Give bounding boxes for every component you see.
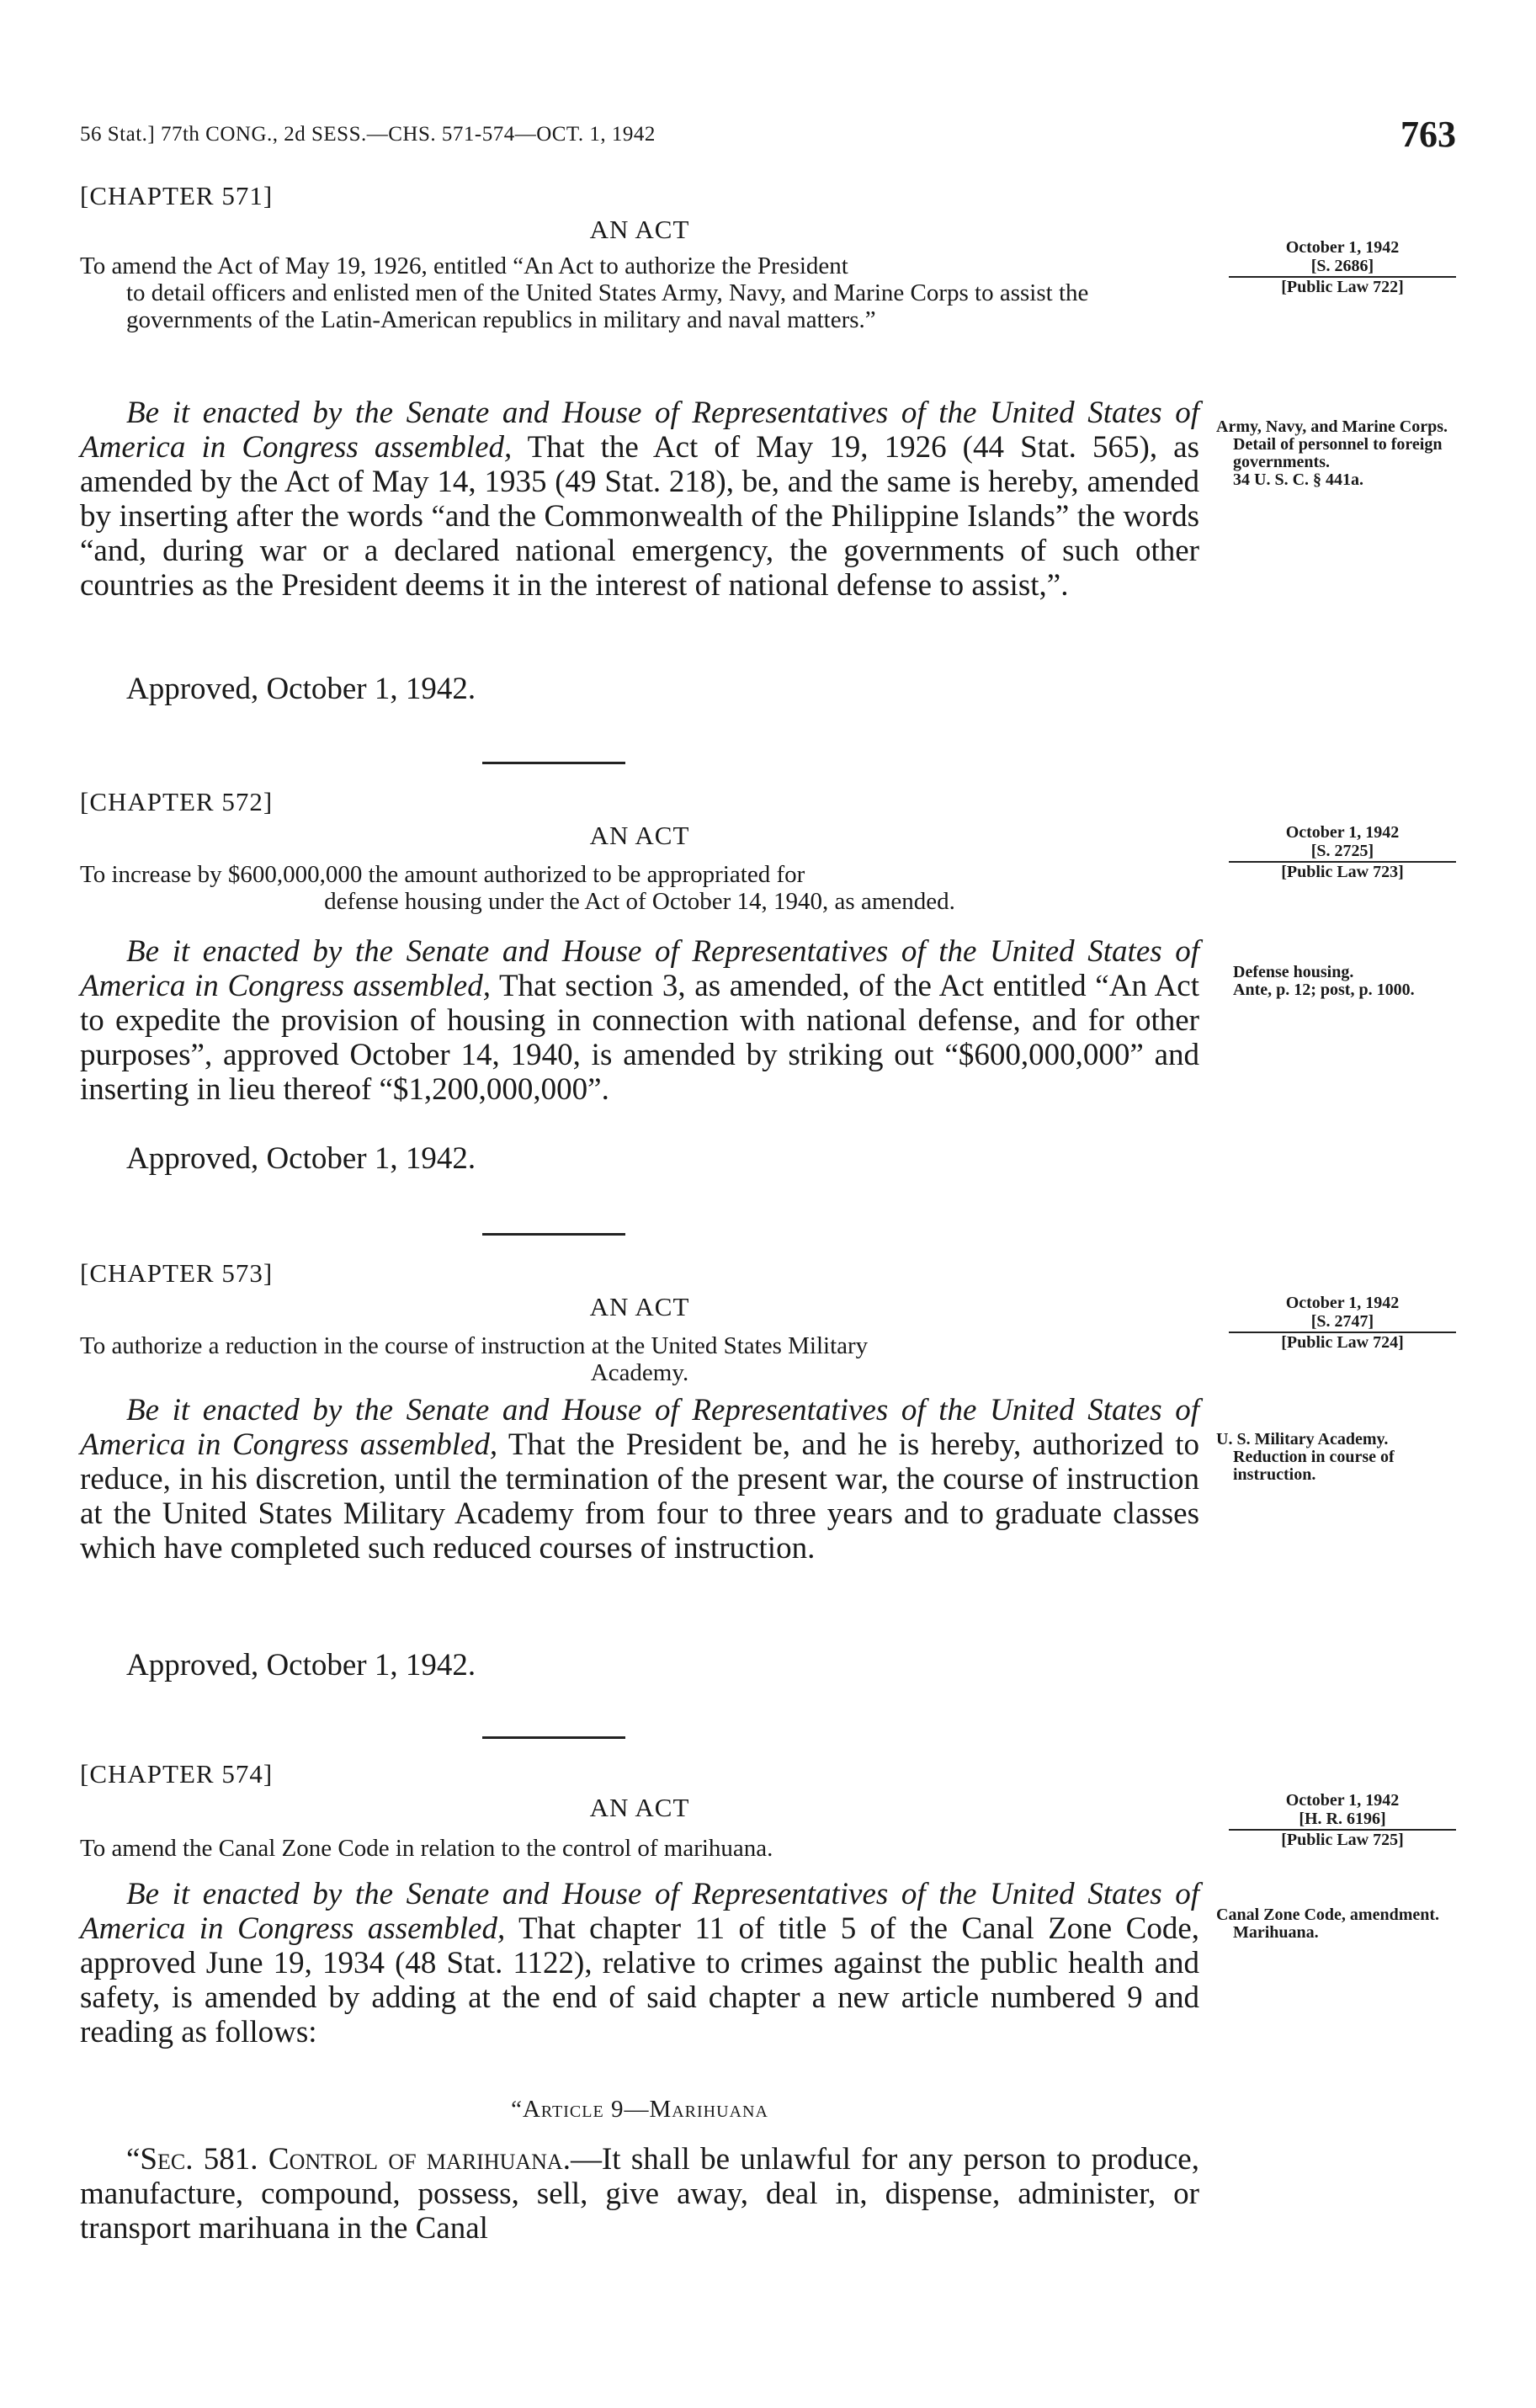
section-581: [80, 2142, 1199, 2246]
act-summary: [80, 1835, 1199, 1862]
margin-note: Defense housing.: [1233, 963, 1354, 981]
chapter-label: [CHAPTER 571]: [80, 181, 274, 210]
margin-note: Marihuana.: [1233, 1923, 1319, 1942]
margin-notes-571: [1216, 418, 1460, 489]
margin-metadata-573: [1229, 1294, 1456, 1352]
approval-line: Approved, October 1, 1942.: [126, 1141, 476, 1176]
public-law-number: [Public Law 724]: [1281, 1333, 1404, 1352]
article-heading: “Article 9—Marihuana: [511, 2096, 768, 2123]
summary-first-line: To amend the Act of May 19, 1926, entitled “An Act to authorize the President: [80, 252, 848, 279]
public-law-number: [Public Law 725]: [1281, 1831, 1404, 1849]
chapter-label: [CHAPTER 574]: [80, 1759, 274, 1789]
summary-continuation: defense housing under the Act of October 14, 1940, as amended.: [324, 888, 955, 915]
margin-note: Army, Navy, and Marine Corps.: [1216, 417, 1448, 436]
summary-first-line: To authorize a reduction in the course of instruction at the United States Military: [80, 1332, 869, 1359]
summary-first-line: To amend the Canal Zone Code in relation to the control of marihuana.: [80, 1835, 773, 1862]
public-law-number: [Public Law 723]: [1281, 863, 1404, 881]
bill-number: [H. R. 6196]: [1229, 1810, 1456, 1831]
public-law-number: [Public Law 722]: [1281, 278, 1404, 296]
act-text: That section 3, as amended, of the Act entitled “An Act to expedite the provision of housing in connection with national defense, and for other purposes”, approved October 14, 1940, is amended by striking out “$600,000,000” and inserting in lieu thereof “$1,200,000,000”.: [80, 969, 1199, 1107]
margin-note: Canal Zone Code, amendment.: [1216, 1906, 1440, 1924]
act-summary: [80, 1332, 1199, 1386]
margin-metadata-571: [1229, 238, 1456, 296]
act-text: That the Act of May 19, 1926 (44 Stat. 565), as amended by the Act of May 14, 1935 (49 Stat. 218), be, and the same is hereby, amended by inserting after the words “and the Commonwealth of the Philippine Islands” the words “and, during war or a declared national emergency, the governments of such other countries as the President deems it in the interest of national defense to assist,”.: [80, 430, 1199, 603]
margin-note: U. S. Military Academy.: [1216, 1430, 1389, 1449]
page-number: 763: [1400, 114, 1456, 155]
section-heading: “Sec. 581. Control of marihuana.: [126, 2142, 571, 2177]
bill-number: [S. 2686]: [1229, 257, 1456, 278]
approval-line: Approved, October 1, 1942.: [126, 672, 476, 706]
enacting-clause: Be it enacted by the Senate and House of Representatives of the United States of America in Congress assembled,: [80, 1393, 1199, 1462]
margin-metadata-574: [1229, 1791, 1456, 1849]
act-title: AN ACT: [589, 821, 690, 850]
enactment-date: October 1, 1942: [1285, 1791, 1400, 1810]
enacting-clause: Be it enacted by the Senate and House of Representatives of the United States of America in Congress assembled,: [80, 934, 1199, 1003]
chapter-label: [CHAPTER 572]: [80, 787, 274, 816]
enacting-clause: Be it enacted by the Senate and House of Representatives of the United States of America in Congress assembled,: [80, 1877, 1199, 1946]
act-title: AN ACT: [589, 1793, 690, 1822]
enactment-date: October 1, 1942: [1285, 238, 1400, 257]
act-summary: [80, 861, 1199, 915]
enacting-clause: Be it enacted by the Senate and House of Representatives of the United States of America in Congress assembled,: [80, 396, 1199, 465]
margin-notes-572: [1216, 964, 1460, 999]
summary-continuation: Academy.: [590, 1359, 689, 1386]
margin-note: 34 U. S. C. § 441a.: [1233, 470, 1364, 489]
margin-notes-573: [1216, 1431, 1460, 1484]
act-body: [80, 396, 1199, 603]
margin-note: Ante, p. 12; post, p. 1000.: [1233, 981, 1415, 999]
act-text: That chapter 11 of title 5 of the Canal Zone Code, approved June 19, 1934 (48 Stat. 1122), relative to crimes against the public health and safety, is amended by adding at the end of said chapter a new article numbered 9 and reading as follows:: [80, 1911, 1199, 2049]
running-head: 56 Stat.] 77th CONG., 2d SESS.—CHS. 571-574—OCT. 1, 1942: [80, 123, 656, 146]
margin-note: Detail of personnel to foreign governments.: [1233, 435, 1443, 471]
margin-note: Reduction in course of instruction.: [1233, 1448, 1395, 1484]
bill-number: [S. 2725]: [1229, 842, 1456, 863]
act-title: AN ACT: [589, 1292, 690, 1321]
act-title: AN ACT: [589, 215, 690, 244]
summary-first-line: To increase by $600,000,000 the amount authorized to be appropriated for: [80, 861, 805, 888]
section-divider: [482, 1233, 625, 1236]
running-header: [80, 114, 1456, 160]
enactment-date: October 1, 1942: [1285, 823, 1400, 842]
margin-metadata-572: [1229, 823, 1456, 881]
section-text: —It shall be unlawful for any person to produce, manufacture, compound, possess, sell, give away, deal in, dispense, administer, or transport marihuana in the Canal: [80, 2142, 1199, 2246]
chapter-label: [CHAPTER 573]: [80, 1258, 274, 1288]
act-body: [80, 1877, 1199, 2049]
act-text: That the President be, and he is hereby, authorized to reduce, in his discretion, until the termination of the present war, the course of instruction at the United States Military Academy from four to three years and to graduate classes which have completed such reduced courses of instruction.: [80, 1427, 1199, 1565]
section-divider: [482, 762, 625, 764]
margin-notes-574: [1216, 1906, 1460, 1942]
act-summary: [80, 252, 1199, 333]
bill-number: [S. 2747]: [1229, 1312, 1456, 1333]
enactment-date: October 1, 1942: [1285, 1294, 1400, 1312]
approval-line: Approved, October 1, 1942.: [126, 1648, 476, 1682]
act-body: [80, 1393, 1199, 1565]
section-divider: [482, 1736, 625, 1739]
summary-continuation: to detail officers and enlisted men of the United States Army, Navy, and Marine Corps to assist the governments of the Latin-American republics in military and naval matters.”: [126, 279, 1089, 333]
act-body: [80, 934, 1199, 1107]
